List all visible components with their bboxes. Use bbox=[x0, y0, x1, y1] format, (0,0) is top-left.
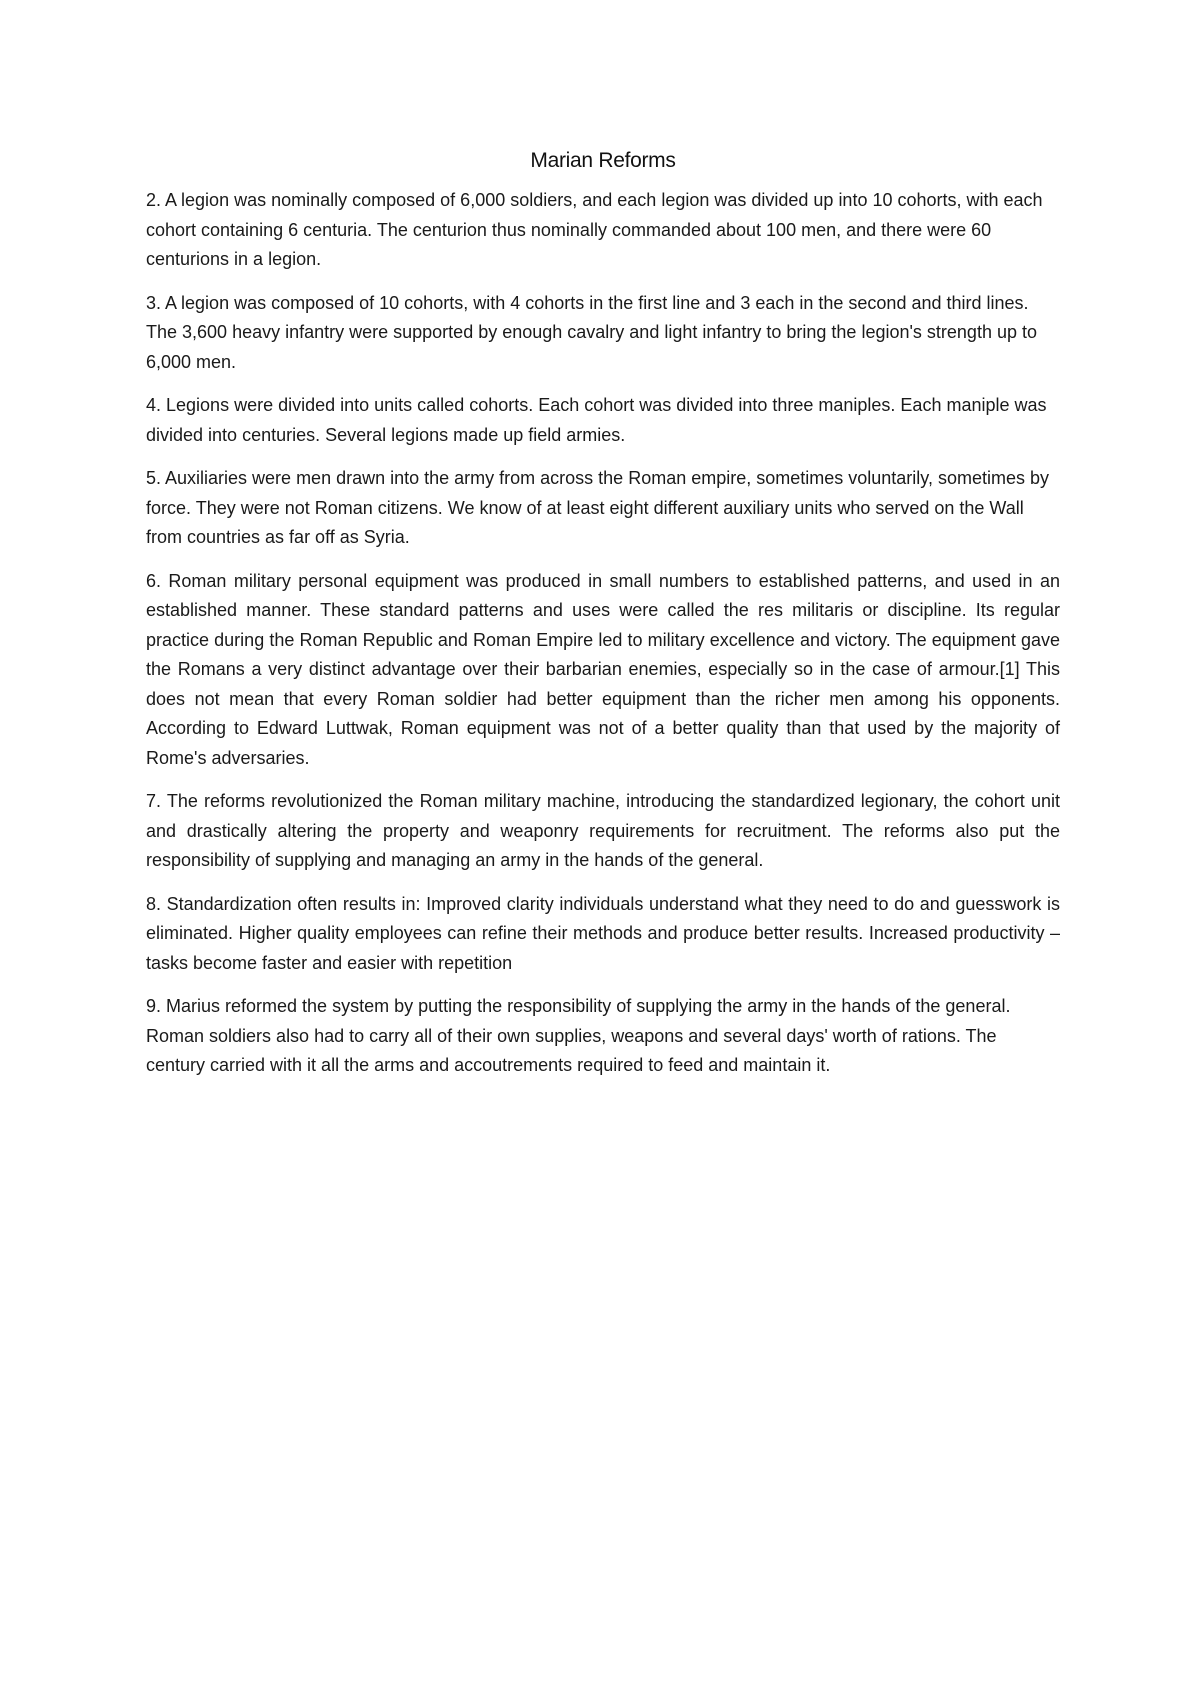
paragraph-9: 9. Marius reformed the system by putting the responsibility of supplying the army in the hands of the general. Roman soldiers also had to carry all of their own supplies, weapons and several days' worth of rations. The century carried with it all the arms and accoutrements required to feed and maintain it. bbox=[146, 996, 1011, 1075]
paragraph-4: 4. Legions were divided into units called cohorts. Each cohort was divided into three maniples. Each maniple was divided into centuries. Several legions made up field armies. bbox=[146, 395, 1047, 445]
paragraph-8: 8. Standardization often results in: Improved clarity individuals understand what they need to do and guesswork is eliminated. Higher quality employees can refine their methods and produce better results. Increased productivity – tasks become faster and easier with repetition bbox=[146, 893, 1060, 973]
paragraph-6: 6. Roman military personal equipment was produced in small numbers to established patterns, and used in an established manner. These standard patterns and uses were called the res militaris or discipline. Its regular practice during the Roman Republic and Roman Empire led to military excellence and victory. The equipment gave the Romans a very distinct advantage over their barbarian enemies, especially so in the case of armour.[1] This does not mean that every Roman soldier had better equipment than the richer men among his opponents. According to Edward Luttwak, Roman equipment was not of a better quality than that used by the majority of Rome's adversaries. bbox=[146, 570, 1060, 768]
paragraph-3: 3. A legion was composed of 10 cohorts, with 4 cohorts in the first line and 3 each in the second and third lines. The 3,600 heavy infantry were supported by enough cavalry and light infantry to bring the legion's strength up to 6,000 men. bbox=[146, 292, 1037, 372]
document-title: Marian Reforms bbox=[530, 149, 676, 172]
paragraph-5: 5. Auxiliaries were men drawn into the army from across the Roman empire, sometimes voluntarily, sometimes by force. They were not Roman citizens. We know of at least eight different auxiliary units who served on the Wall from countries as far off as Syria. bbox=[146, 468, 1049, 547]
document-body bbox=[146, 146, 1060, 1095]
paragraph-7: 7. The reforms revolutionized the Roman military machine, introducing the standardized legionary, the cohort unit and drastically altering the property and weaponry requirements for recruitment. The reforms also put the responsibility of supplying and managing an army in the hands of the general. bbox=[146, 791, 1060, 870]
paragraph-2: 2. A legion was nominally composed of 6,000 soldiers, and each legion was divided up into 10 cohorts, with each cohort containing 6 centuria. The centurion thus nominally commanded about 100 men, and there were 60 centurions in a legion. bbox=[146, 190, 1043, 269]
